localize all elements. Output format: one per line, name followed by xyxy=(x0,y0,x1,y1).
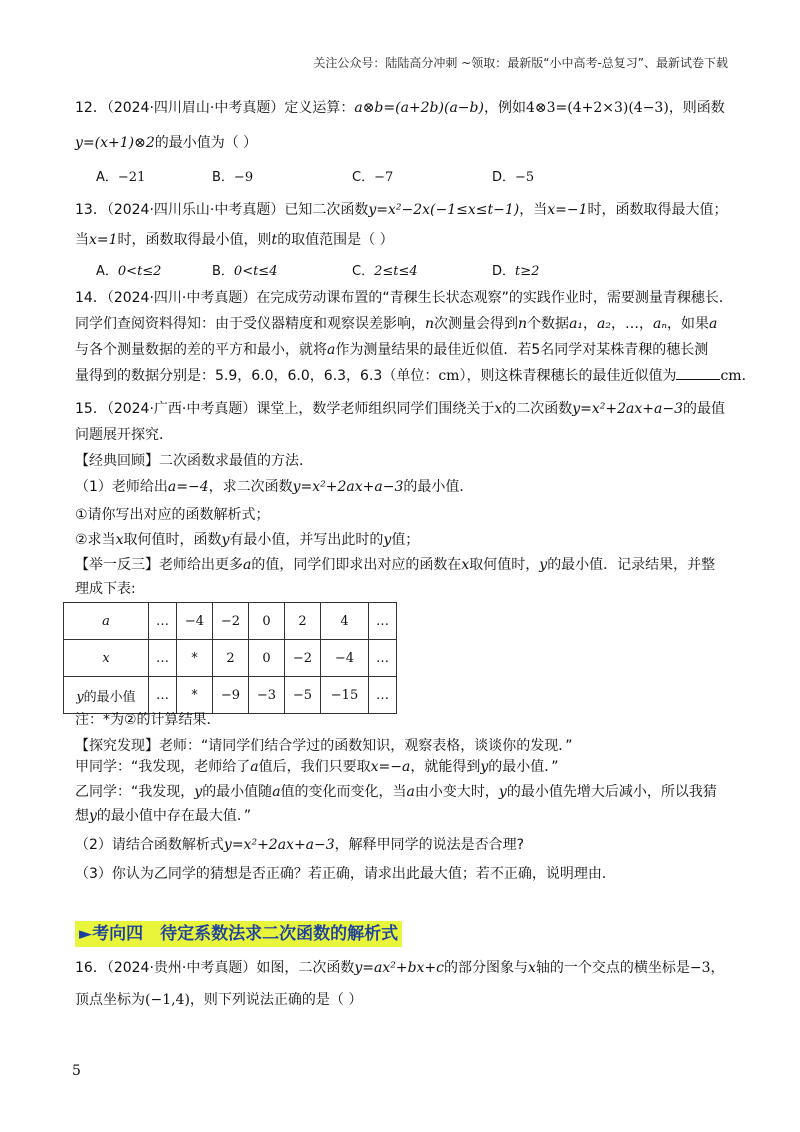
q12-intro: 12．（2024·四川眉山·中考真题）定义运算： xyxy=(75,100,355,116)
q12-option-d: D．−5 xyxy=(492,170,535,185)
question-12-line-2 xyxy=(75,131,735,155)
table-cell: 0 xyxy=(249,640,285,677)
q12-ask: 的最小值为（ ） xyxy=(154,135,258,151)
q15-sub-2: ②求当x取何值时，函数y有最小值，并写出此时的y值； xyxy=(75,532,420,548)
page-number: 5 xyxy=(72,1063,81,1079)
q12-option-b: B．−9 xyxy=(212,170,254,185)
q12-function: y=(x+1)⊗2 xyxy=(75,135,155,151)
q12-option-a: A．−21 xyxy=(96,170,146,185)
table-cell: −3 xyxy=(249,677,285,714)
q13-option-c: C．2≤t≤4 xyxy=(352,264,418,279)
question-14-line-3: 与各个测量数据的差的平方和最小，就将a作为测量结果的最佳近似值．若5名同学对某株青稞的穗长测 xyxy=(75,342,709,358)
table-cell: 4 xyxy=(321,603,369,640)
question-12-line-1 xyxy=(75,96,735,120)
question-15-line-1: 15．（2024·广西·中考真题）课堂上，数学老师组织同学们围绕关于x的二次函数y=x²+2ax+a−3的最值 xyxy=(75,401,725,417)
q15-part-1: （1）老师给出a=−4，求二次函数y=x²+2ax+a−3的最小值． xyxy=(75,479,474,495)
q15-part-3: （3）你认为乙同学的猜想是否正确？若正确，请求出此最大值；若不正确，说明理由． xyxy=(75,866,616,882)
question-13-line-1 xyxy=(75,198,735,222)
q13-condition-1: x=−1 xyxy=(547,202,588,218)
table-cell: 0 xyxy=(249,603,285,640)
table-cell: −2 xyxy=(285,640,321,677)
table-cell: * xyxy=(177,640,213,677)
question-16-line-1: 16．（2024·贵州·中考真题）如图，二次函数y=ax²+bx+c的部分图象与x轴的一个交点的横坐标是−3， xyxy=(75,960,725,976)
q13-line2-pre: 当 xyxy=(75,232,89,248)
question-14-line-2: 同学们查阅资料得知：由于受仪器精度和观察误差影响，n次测量会得到n个数据a₁，a₂，…，aₙ，如果a xyxy=(75,316,718,332)
table-cell: −2 xyxy=(213,603,249,640)
table-cell: … xyxy=(149,640,177,677)
table-cell: −15 xyxy=(321,677,369,714)
question-15-line-2: 问题展开探究． xyxy=(75,427,173,443)
q13-intro: 13．（2024·四川乐山·中考真题）已知二次函数 xyxy=(75,202,369,218)
table-cell: 2 xyxy=(213,640,249,677)
q13-option-b: B．0<t≤4 xyxy=(212,264,278,279)
table-cell: −4 xyxy=(321,640,369,677)
table-header-cell: a xyxy=(64,603,149,640)
classic-review: 【经典回顾】二次函数求最值的方法． xyxy=(75,453,313,469)
q12-definition: a⊗b=(a+2b)(a−b) xyxy=(354,100,484,116)
table-note: 注：*为②的计算结果． xyxy=(75,712,221,728)
q13-option-d: D．t≥2 xyxy=(492,264,540,279)
question-16-line-2: 顶点坐标为(−1,4)，则下列说法正确的是（ ） xyxy=(75,992,363,1008)
table-cell: … xyxy=(369,640,397,677)
q13-option-a: A．0<t≤2 xyxy=(96,264,162,279)
question-14-line-4: 量得到的数据分别是：5.9，6.0，6.0，6.3，6.3（单位：cm），则这株青稞穗长的最佳近似值为 cm． xyxy=(75,364,735,388)
value-table xyxy=(63,602,397,714)
q13-condition-2: x=1 xyxy=(89,232,118,248)
q13-when: ，当 xyxy=(519,202,548,218)
q12-example-post: ，则函数 xyxy=(668,100,725,116)
table-cell: −5 xyxy=(285,677,321,714)
table-cell: * xyxy=(177,677,213,714)
q12-example: 4⊗3=(4+2×3)(4−3) xyxy=(525,100,669,116)
q12-example-pre: ，例如 xyxy=(483,100,526,116)
q15-part-2: （2）请结合函数解析式y=x²+2ax+a−3，解释甲同学的说法是否合理? xyxy=(75,837,525,853)
table-cell: −9 xyxy=(213,677,249,714)
table-cell: −4 xyxy=(177,603,213,640)
explore-discovery: 【探究发现】老师：“请同学们结合学过的函数知识，观察表格，谈谈你的发现．” xyxy=(75,738,573,754)
question-14-line-1: 14．（2024·四川·中考真题）在完成劳动课布置的“青稞生长状态观察”的实践作业时，需要测量青稞穗长． xyxy=(75,290,733,306)
q13-var-t: t xyxy=(271,232,278,248)
table-header-cell: x xyxy=(64,640,149,677)
student-yi-line-2: 想y的最小值中存在最大值．” xyxy=(75,808,252,824)
table-cell: 2 xyxy=(285,603,321,640)
question-13-line-2 xyxy=(75,228,735,252)
student-yi-line-1: 乙同学：“我发现，y的最小值随a值的变化而变化，当a由小变大时，y的最小值先增大后减小，所以我猜 xyxy=(75,784,717,800)
q15-extension-line-2: 理成下表: xyxy=(75,581,136,597)
table-cell: … xyxy=(369,603,397,640)
q15-sub-1: ①请你写出对应的函数解析式； xyxy=(75,507,270,523)
q13-function: y=x²−2x(−1≤x≤t−1) xyxy=(368,202,520,218)
q13-ask: 的取值范围是（ ） xyxy=(277,232,394,248)
table-cell: … xyxy=(149,677,177,714)
student-jia: 甲同学：“我发现，老师给了a值后，我们只要取x=−a，就能得到y的最小值．” xyxy=(75,759,559,775)
q13-line2-post: 时，函数取得最小值，则 xyxy=(117,232,272,248)
q13-result-1: 时，函数取得最大值； xyxy=(587,202,728,218)
table-header-cell: y的最小值 xyxy=(64,677,149,714)
table-row xyxy=(64,603,397,640)
q12-option-c: C．−7 xyxy=(352,170,394,185)
q15-extension-line-1: 【举一反三】老师给出更多a的值，同学们即求出对应的函数在x取何值时，y的最小值．记录结果，并整 xyxy=(75,557,716,573)
table-cell: … xyxy=(149,603,177,640)
page-header: 关注公众号：陆陆高分冲刺 ~领取：最新版“小中高考-总复习”、最新试卷下载 xyxy=(313,56,728,70)
table-row xyxy=(64,640,397,677)
table-cell: … xyxy=(369,677,397,714)
answer-blank[interactable] xyxy=(676,365,720,380)
section-banner: ►考向四 待定系数法求二次函数的解析式 xyxy=(75,921,402,947)
